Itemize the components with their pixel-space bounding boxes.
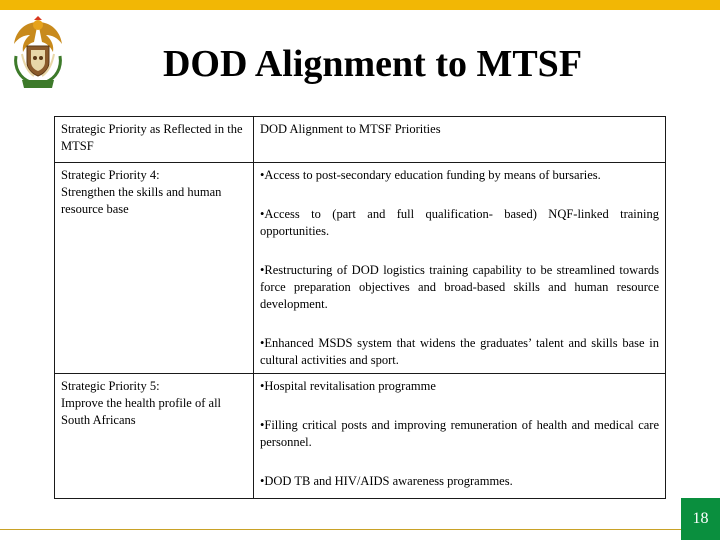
top-accent-bar <box>0 0 720 10</box>
list-item: •Hospital revitalisation programme <box>260 379 436 393</box>
priority-title: Strategic Priority 4: <box>61 168 160 182</box>
slide-title: DOD Alignment to MTSF <box>162 43 583 85</box>
coat-of-arms-icon <box>8 16 68 90</box>
list-item: •Access to post-secondary education funding by means of bursaries. <box>260 168 601 182</box>
priority-description: Improve the health profile of all South Africans <box>61 396 222 427</box>
priority-cell <box>55 374 254 499</box>
list-item: •Access to (part and full qualification- based) NQF-linked training opportunities. <box>260 207 659 238</box>
table-header-row <box>55 117 666 163</box>
list-item: •Restructuring of DOD logistics training capability to be streamlined towards force preparation objectives and broad-based skills and human resource development. <box>260 263 659 311</box>
priority-description: Strengthen the skills and human resource base <box>61 185 222 216</box>
header-strategic-priority: Strategic Priority as Reflected in the MTSF <box>55 117 254 163</box>
priority-cell <box>55 163 254 374</box>
list-item: •Enhanced MSDS system that widens the graduates’ talent and skills base in cultural activities and sport. <box>260 336 659 367</box>
list-item: •Filling critical posts and improving remuneration of health and medical care personnel. <box>260 418 659 449</box>
table-row <box>55 163 666 374</box>
priority-title: Strategic Priority 5: <box>61 379 160 393</box>
list-item: •DOD TB and HIV/AIDS awareness programmes. <box>260 474 513 488</box>
footer-divider <box>0 529 720 530</box>
alignment-cell <box>254 163 666 374</box>
alignment-table <box>54 116 666 499</box>
page-number-badge: 18 <box>681 498 720 540</box>
alignment-cell <box>254 374 666 499</box>
table-row <box>55 374 666 499</box>
header-dod-alignment: DOD Alignment to MTSF Priorities <box>254 117 666 163</box>
